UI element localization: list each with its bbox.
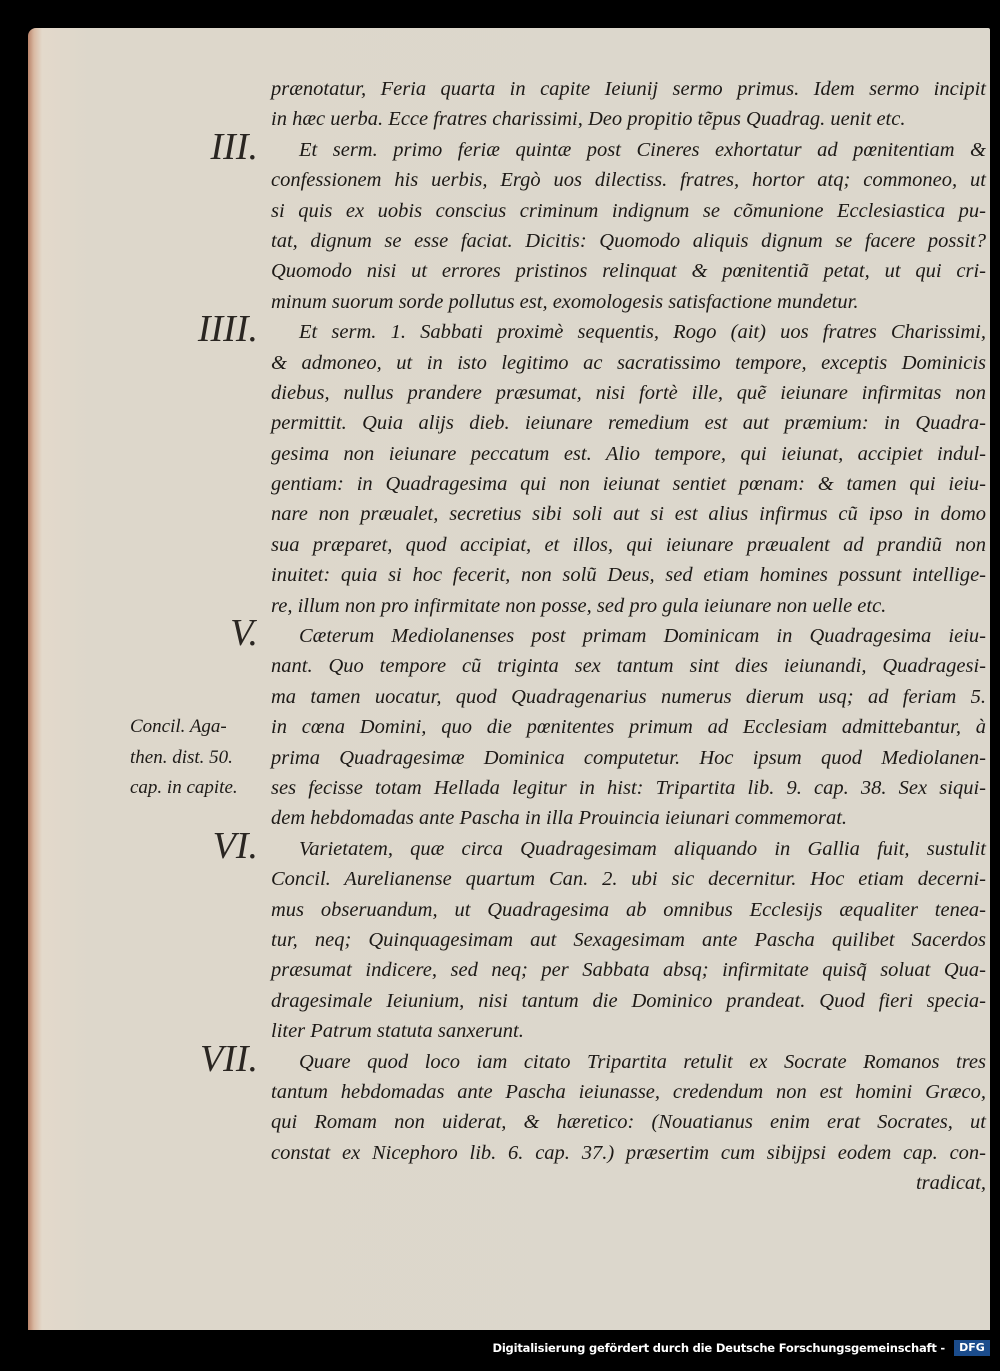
text-line: tantum hebdomadas ante Pascha ieiunasse, credendum non est homini Græco, (271, 1080, 986, 1103)
margin-note: then. dist. 50. (130, 746, 233, 768)
margin-note: Concil. Aga- (130, 716, 227, 738)
text-line: minum suorum sorde pollutus est, exomologesis satisfactione mundetur. (271, 290, 859, 313)
text-line: ma tamen uocatur, quod Quadragenarius numerus dierum usq; ad feriam 5. (271, 685, 986, 708)
text-line: gentiam: in Quadragesima qui non ieiunat sentiet pœnam: & tamen qui ieiu- (271, 473, 986, 496)
text-line: sua præparet, quod accipiat, et illos, qui ieiunare præualent ad prandiũ non (271, 533, 986, 556)
body-text (271, 74, 986, 1198)
text-line: inuitet: quia si hoc fecerit, non solũ Deus, sed etiam homines possunt intellige- (271, 564, 986, 587)
section-numeral: VII. (199, 1037, 258, 1080)
text-line: diebus, nullus prandere præsumat, nisi fortè ille, quẽ ieiunare infirmitas non (271, 381, 986, 404)
text-line: tur, neq; Quinquagesimam aut Sexagesimam ante Pascha quilibet Sacerdos (271, 928, 986, 951)
text-line: ses fecisse totam Hellada legitur in hist: Tripartita lib. 9. cap. 38. Sex siqui- (271, 776, 986, 799)
margin-note: cap. in capite. (130, 777, 238, 799)
text-line: nare non præualet, secretius sibi soli aut si est alius infirmus cũ ipso in domo (271, 503, 986, 526)
text-line: in hæc uerba. Ecce fratres charissimi, Deo propitio tẽpus Quadrag. uenit etc. (271, 108, 906, 131)
text-line: dragesimale Ieiunium, nisi tantum die Dominico prandeat. Quod fieri specia- (271, 989, 986, 1012)
text-line: Et serm. primo feriæ quintæ post Cineres exhortatur ad pœnitentiam & (299, 138, 986, 161)
text-line: Quare quod loco iam citato Tripartita retulit ex Socrate Romanos tres (299, 1050, 986, 1073)
text-line: gesima non ieiunare peccatum est. Alio tempore, qui ieiunat, accipiet indul- (271, 442, 986, 465)
text-line: constat ex Nicephoro lib. 6. cap. 37.) præsertim cum sibijpsi eodem cap. con- (271, 1141, 986, 1164)
text-line: Varietatem, quæ circa Quadragesimam aliquando in Gallia fuit, sustulit (299, 837, 986, 860)
text-line: prænotatur, Feria quarta in capite Ieiunij sermo primus. Idem sermo incipit (271, 78, 986, 100)
text-line: præsumat indicere, sed neq; per Sabbata absq; infirmitate quisq̃ soluat Qua- (271, 959, 986, 982)
text-line: mus obseruandum, ut Quadragesima ab omnibus Ecclesijs æqualiter tenea- (271, 898, 986, 921)
text-line: tradicat, (915, 1172, 986, 1195)
text-line: Concil. Aurelianense quartum Can. 2. ubi sic decernitur. Hoc etiam decerni- (271, 868, 986, 891)
scanned-page (28, 28, 990, 1330)
section-numeral: VI. (212, 825, 258, 867)
text-line: dem hebdomadas ante Pascha in illa Prouincia ieiunari commemorat. (271, 807, 848, 830)
text-line: & admoneo, ut in isto legitimo ac sacratissimo tempore, exceptis Dominicis (271, 351, 986, 374)
text-line: qui Romam non uiderat, & hæretico: (Nouatianus enim erat Socrates, ut (271, 1111, 986, 1134)
text-line: si quis ex uobis conscius criminum indignum se cõmunione Ecclesiastica pu- (271, 199, 986, 222)
text-line: nant. Quo tempore cũ triginta sex tantum sint dies ieiunandi, Quadragesi- (271, 655, 986, 678)
section-numeral: V. (230, 612, 258, 655)
text-line: prima Quadragesimæ Dominica computetur. Hoc ipsum quod Mediolanen- (271, 746, 986, 769)
text-line: liter Patrum statuta sanxerunt. (271, 1020, 524, 1043)
text-line: in cœna Domini, quo die pœnitentes primum ad Ecclesiam admittebantur, à (271, 716, 986, 739)
funding-credit: Digitalisierung gefördert durch die Deutsche Forschungsgemeinschaft - (492, 1341, 945, 1355)
text-line: Quomodo nisi ut errores pristinos relinquat & pœnitentiã petat, ut qui cri- (271, 260, 986, 283)
text-line: Cæterum Mediolanenses post primam Dominicam in Quadragesima ieiu- (299, 625, 986, 648)
text-line: permittit. Quia alijs dieb. ieiunare remedium est aut præmium: in Quadra- (271, 412, 986, 435)
section-numeral: IIII. (197, 308, 258, 351)
text-line: tat, dignum se esse faciat. Dicitis: Quomodo aliquis dignum se facere possit? (271, 229, 986, 252)
section-numeral: III. (210, 125, 258, 168)
text-line: confessionem his uerbis, Ergò uos dilectiss. fratres, hortor atq; commoneo, ut (271, 169, 986, 192)
text-line: re, illum non pro infirmitate non posse, sed pro gula ieiunare non uelle etc. (271, 594, 887, 617)
text-line: Et serm. 1. Sabbati proximè sequentis, Rogo (ait) uos fratres Charissimi, (299, 321, 986, 344)
dfg-logo: DFG (954, 1340, 990, 1356)
